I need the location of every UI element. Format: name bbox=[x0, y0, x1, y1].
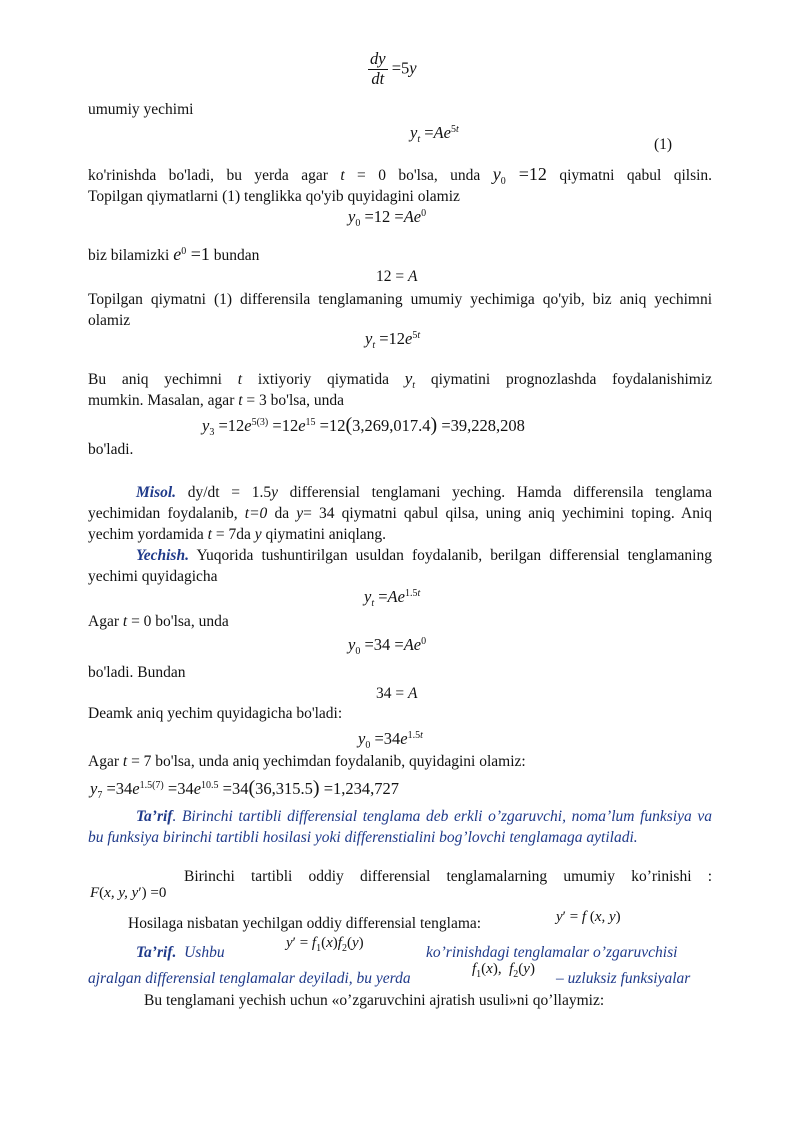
text-tarif-2-line2: ajralgan differensial tenglamalar deyiladi, bu yerda bbox=[88, 970, 411, 987]
equation-y7: $y_7 =34e^{1.5(7)} =34e^{10.5} =34(36,315.5) =1,234,727$ bbox=[90, 777, 399, 801]
text-bu-tenglamani: Bu tenglamani yechish uchun «o’zgaruvchini ajratish usuli»ni qo’llaymiz: bbox=[144, 992, 605, 1009]
equation-y0-12: $y_0 =12 =Ae^0$ bbox=[348, 207, 427, 229]
equation-F-general: F(x, y, y′) =0 bbox=[90, 885, 167, 901]
paragraph-misol: Misol. dy/dt = 1.5y differensial tenglamani yeching. Hamda differensila tenglama yechimidan foydalanib, t=0 da y= 34 qiymatni qabul qilsa, uning aniq yechimini toping. Aniq yechim yordamida t = 7da y qiymatini aniqlang. bbox=[88, 484, 712, 543]
equation-y3: $y_3 =12e^{5(3)} =12e^{15} =12(3,269,017.4) =39,228,208$ bbox=[202, 414, 525, 438]
equation-12-A: 12 = A bbox=[376, 268, 418, 285]
text-umumiy-yechimi: umumiy yechimi bbox=[88, 101, 194, 118]
equation-general-1-5: $y_t =Ae^{1.5t}$ bbox=[364, 587, 421, 609]
text-boladi: bo'ladi. bbox=[88, 441, 134, 458]
equation-general-solution: $y_t =Ae^{5t}$ bbox=[410, 123, 459, 145]
text-agar-t0: Agar t = 0 bo'lsa, unda bbox=[88, 613, 229, 630]
equation-f1-f2: $f_1(x)$, $f_2(y)$ bbox=[472, 961, 535, 980]
equation-y-prime-f: y′ = f (x, y) bbox=[556, 909, 621, 925]
paragraph-bu-aniq: Bu aniq yechimni t ixtiyoriy qiymatida $y_t$ qiymatini prognozlashda foydalanishimiz mumkin. Masalan, agar t = 3 bo'lsa, unda bbox=[88, 369, 713, 409]
text-agar-t7: Agar t = 7 bo'lsa, unda aniq yechimdan foydalanib, quyidagini olamiz: bbox=[88, 753, 526, 770]
paragraph-birinchi: Birinchi tartibli oddiy differensial tenglamalarning umumiy ko’rinishi : bbox=[184, 868, 712, 885]
text-tarif-2-korinishdagi: ko’rinishdagi tenglamalar o’zgaruvchisi bbox=[426, 944, 678, 961]
text-boladi-bundan: bo'ladi. Bundan bbox=[88, 664, 186, 681]
text-hosilaga: Hosilaga nisbatan yechilgan oddiy differensial tenglama: bbox=[128, 915, 482, 932]
equation-y0-34: $y_0 =34 =Ae^0$ bbox=[348, 635, 427, 657]
text-tarif-2-line1: Ta’rif. Ushbu bbox=[136, 944, 225, 961]
paragraph-tarif-1: Ta’rif. Birinchi tartibli differensial tenglama deb erkli o’zgaruvchi, noma’lum funksiya va bu funksiya birinchi tartibli hosilasi yoki differenstialini bog’lovchi tenglamaga aytiladi. bbox=[88, 808, 712, 846]
paragraph-topilgan-qiymatni: Topilgan qiymatni (1) differensila tenglamaning umumiy yechimiga qo'yib, biz aniq yechimni olamiz bbox=[88, 291, 712, 329]
equation-34-A: 34 = A bbox=[376, 685, 418, 702]
text-deamk: Deamk aniq yechim quyidagicha bo'ladi: bbox=[88, 705, 343, 722]
equation-number-1: (1) bbox=[654, 136, 673, 153]
equation-exact-solution: $y_t =12e^{5t}$ bbox=[365, 329, 421, 351]
text-biz-bilamizki: biz bilamizki $e^0 =1$ bundan bbox=[88, 244, 260, 264]
text-tarif-2-uzluksiz: – uzluksiz funksiyalar bbox=[556, 970, 691, 987]
paragraph-yechish: Yechish. Yuqorida tushuntirilgan usuldan foydalanib, berilgan differensial tenglamaning yechimi quyidagicha bbox=[88, 547, 712, 585]
equation-separable: $y' = f_1(x)f_2(y)$ bbox=[286, 935, 364, 954]
equation-dydt: $\frac{dy}{dt}$ =5y bbox=[370, 49, 417, 88]
paragraph-korinishda: ko'rinishda bo'ladi, bu yerda agar t = 0 bo'lsa, unda $y_0 =12$ qiymatni qabul qilsin. Topilgan qiymatlarni (1) tenglikka qo'yib quyidagini olamiz bbox=[88, 164, 713, 205]
equation-exact-34: $y_0 =34e^{1.5t}$ bbox=[358, 729, 423, 751]
